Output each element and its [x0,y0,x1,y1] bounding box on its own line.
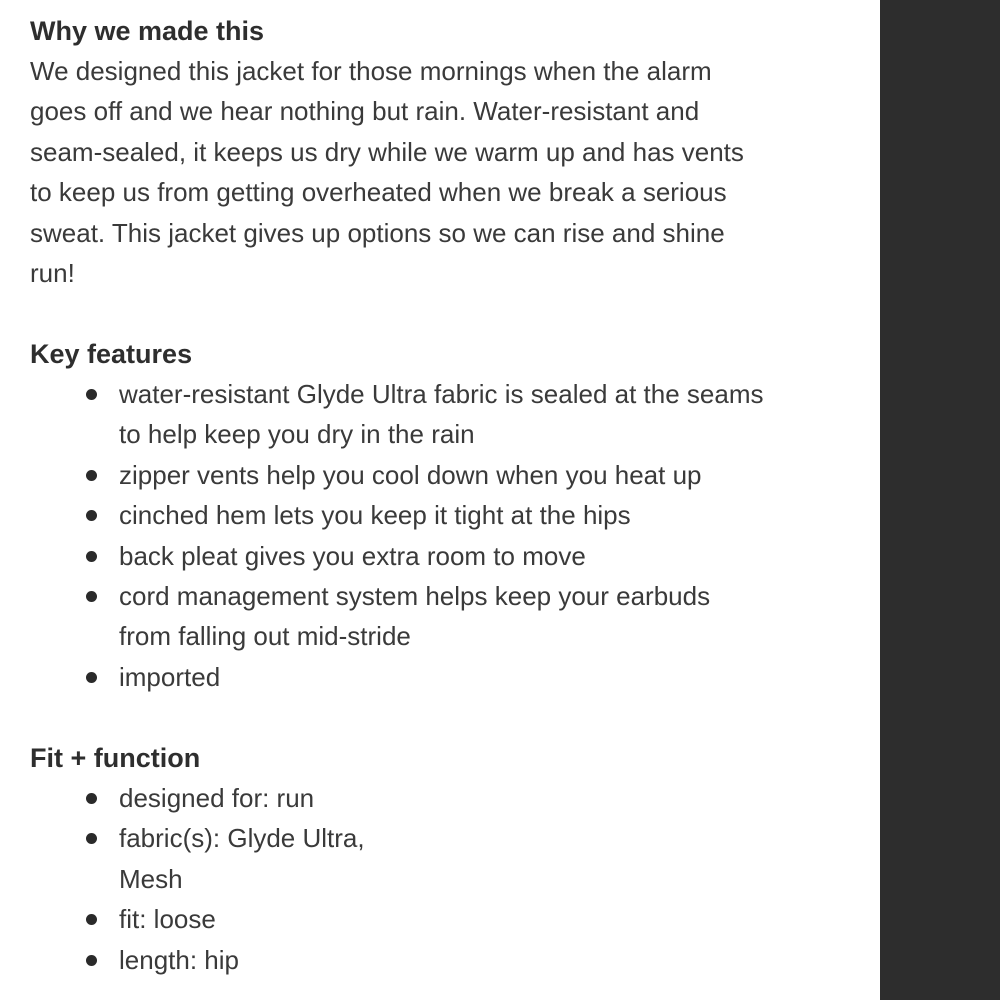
list-item [30,778,860,818]
bullet-icon [86,833,97,844]
list-item-text: imported [119,661,221,692]
fit-function-list [30,778,860,980]
list-item [30,657,860,697]
list-item-text: to help keep you dry in the rain [119,419,475,450]
why-we-made-this-paragraph [30,51,860,293]
why-we-made-this-heading: Why we made this [30,16,265,46]
bullet-icon [86,510,97,521]
list-item-text: zipper vents help you cool down when you heat up [119,459,702,490]
key-features-section [30,334,860,697]
key-features-list [30,374,860,697]
list-item [30,455,860,495]
paragraph-line: seam-sealed, it keeps us dry while we warm up and has vents [30,136,744,167]
list-item [30,374,860,455]
paragraph-line: run! [30,257,75,288]
fit-function-heading: Fit + function [30,743,201,773]
list-item-text: length: hip [119,944,239,975]
list-item [30,940,860,980]
paragraph-line: to keep us from getting overheated when we break a serious [30,177,727,208]
bullet-icon [86,672,97,683]
fit-function-section [30,738,860,980]
list-item [30,899,860,939]
paragraph-line: sweat. This jacket gives up options so we can rise and shine [30,217,725,248]
bullet-icon [86,470,97,481]
bullet-icon [86,389,97,400]
list-item-text: back pleat gives you extra room to move [119,540,586,571]
bullet-icon [86,551,97,562]
bullet-icon [86,914,97,925]
why-we-made-this-section [30,11,860,293]
paragraph-line: We designed this jacket for those mornings when the alarm [30,56,712,86]
list-item [30,818,860,899]
bullet-icon [86,793,97,804]
list-item-text: Mesh [119,863,183,894]
list-item-text: from falling out mid-stride [119,621,411,652]
list-item-text: cord management system helps keep your earbuds [119,580,711,611]
list-item [30,576,860,657]
list-item-text: fit: loose [119,904,216,935]
list-item-text: cinched hem lets you keep it tight at the hips [119,500,631,531]
list-item [30,536,860,576]
bullet-icon [86,591,97,602]
list-item-text: fabric(s): Glyde Ultra, [119,823,365,854]
paragraph-line: goes off and we hear nothing but rain. Water-resistant and [30,96,700,127]
list-item-text: water-resistant Glyde Ultra fabric is sealed at the seams [119,379,764,409]
bullet-icon [86,955,97,966]
list-item [30,495,860,535]
key-features-heading: Key features [30,339,193,369]
list-item-text: designed for: run [119,783,315,813]
dark-side-panel [880,0,1000,1000]
